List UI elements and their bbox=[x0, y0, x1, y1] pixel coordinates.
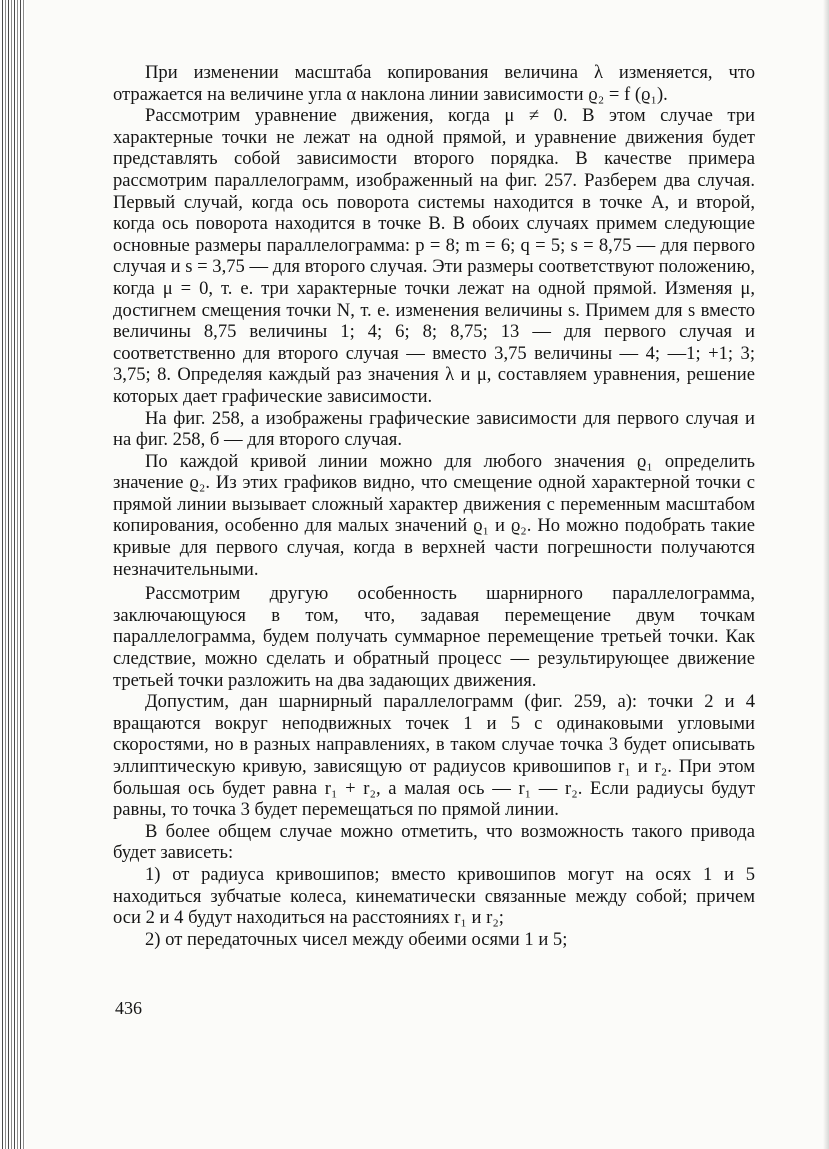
paragraph-figure-258: На фиг. 258, а изображены графические зависимости для первого случая и на фиг. 258, б — для второго случая. bbox=[113, 407, 755, 451]
paragraph-hinged-parallelogram: Рассмотрим другую особенность шарнирного параллелограмма, заключающуюся в том, что, задавая перемещение двум точкам параллелограмма, будем получать суммарное перемещение третьей точки. Как следствие, можно сделать и обратный процесс — результирующее движение третьей точки разложить на два задающих движения. bbox=[113, 583, 755, 691]
paragraph-scale-change: При изменении масштаба копирования величина λ изменяется, что отражается на величине угла α наклона линии зависимости ϱ₂ = f (ϱ₁). bbox=[113, 62, 755, 105]
paragraph-general-case: В более общем случае можно отметить, что возможность такого привода будет зависеть: bbox=[113, 820, 755, 864]
paragraph-motion-equation: Рассмотрим уравнение движения, когда μ ≠ 0. В этом случае три характерные точки не лежат на одной прямой, и уравнение движения будет представлять собой зависимости второго порядка. В качестве примера рассмотрим параллелограмм, изображенный на фиг. 257. Разберем два случая. Первый случай, когда ось поворота системы находится в точке A, и второй, когда ось поворота находится в точке B. В обоих случаях примем следующие основные размеры параллелограмма: p = 8; m = 6; q = 5; s = 8,75 — для первого случая и s = 3,75 — для второго случая. Эти размеры соответствуют положению, когда μ = 0, т. е. три характерные точки лежат на одной прямой. Изменяя μ, достигнем смещения точки N, т. е. изменения величины s. Примем для s вместо величины 8,75 величины 1; 4; 6; 8; 8,75; 13 — для первого случая и соответственно для второго случая — вместо 3,75 величины — 4; —1; +1; 3; 3,75; 8. Определяя каждый раз значения λ и μ, составляем уравнения, решение которых дает графические зависимости. bbox=[113, 105, 755, 407]
page-number: 436 bbox=[115, 998, 142, 1018]
list-item-2: 2) от передаточных чисел между обеими осями 1 и 5; bbox=[145, 928, 568, 950]
list-item-1: 1) от радиуса кривошипов; вместо кривошипов могут на осях 1 и 5 находиться зубчатые колеса, кинематически связанные между собой; причем оси 2 и 4 будут находиться на расстояниях r₁ и r₂; bbox=[113, 863, 755, 929]
paragraph-curves: По каждой кривой линии можно для любого значения ϱ₁ определить значение ϱ₂. Из этих графиков видно, что смещение одной характерной точки с прямой линии вызывает сложный характер движения с переменным масштабом копирования, особенно для малых значений ϱ₁ и ϱ₂. Но можно подобрать такие кривые для первого случая, когда в верхней части погрешности получаются незначительными. bbox=[113, 450, 755, 580]
paragraph-figure-259: Допустим, дан шарнирный параллелограмм (фиг. 259, а): точки 2 и 4 вращаются вокруг неподвижных точек 1 и 5 с одинаковыми угловыми скоростями, но в разных направлениях, в таком случае точка 3 будет описывать эллиптическую кривую, зависящую от радиусов кривошипов r₁ и r₂. При этом большая ось будет равна r₁ + r₂, а малая ось — r₁ — r₂. Если радиусы будут равны, то точка 3 будет перемещаться по прямой линии. bbox=[113, 691, 755, 821]
page-edge-shadow bbox=[823, 0, 829, 1149]
page-body bbox=[113, 62, 755, 950]
binding-edge bbox=[0, 0, 26, 1149]
